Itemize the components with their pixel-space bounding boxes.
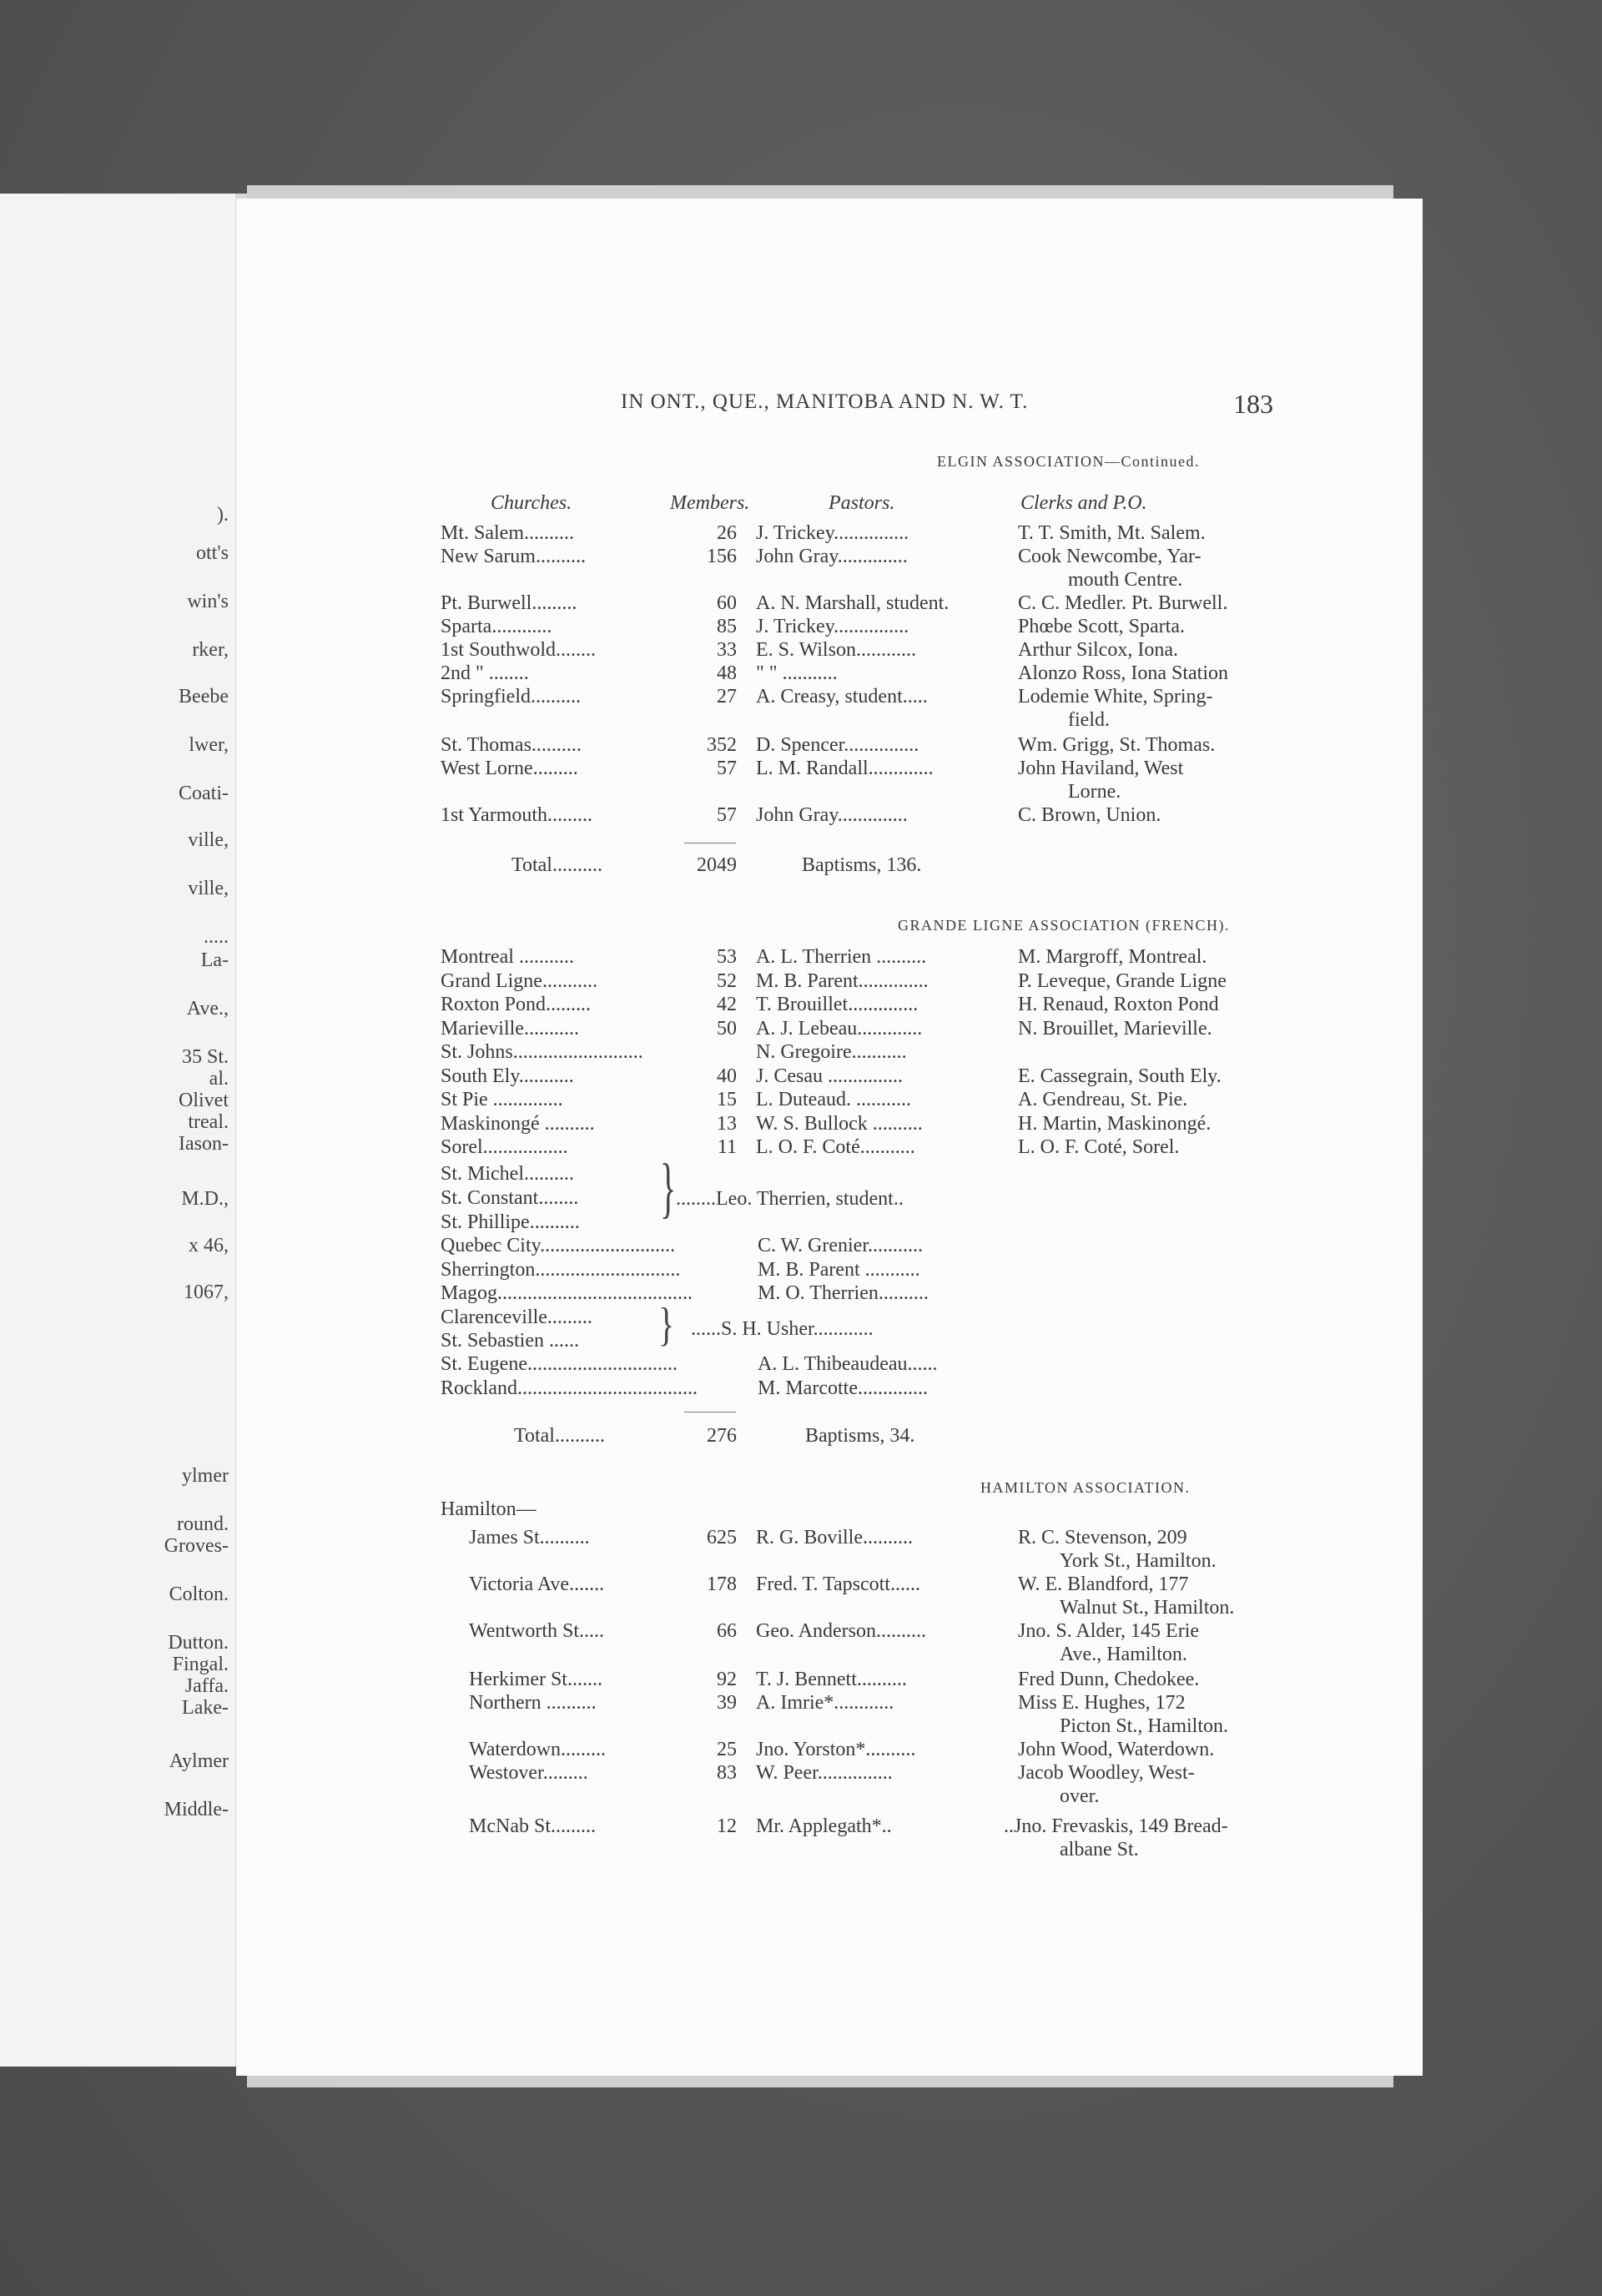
left-page-fragment: round. xyxy=(177,1513,229,1535)
pastor-name: J. Trickey............... xyxy=(756,616,909,637)
member-count: 40 xyxy=(717,1065,737,1087)
clerk-entry: W. E. Blandford, 177 xyxy=(1018,1573,1189,1595)
total-label: Total.......... xyxy=(511,854,602,876)
left-page-fragment: Middle- xyxy=(164,1799,229,1820)
clerk-entry: T. T. Smith, Mt. Salem. xyxy=(1018,522,1206,544)
clerk-entry-cont: Picton St., Hamilton. xyxy=(1060,1715,1229,1737)
pastor-name: " " ........... xyxy=(756,662,838,684)
left-page-fragment: lwer, xyxy=(189,734,229,756)
left-page-fragment: win's xyxy=(187,591,229,612)
col-header-pastors: Pastors. xyxy=(829,492,895,514)
pastor-name: John Gray.............. xyxy=(756,546,908,567)
church-name: Rockland.................................... xyxy=(441,1377,698,1399)
church-name: New Sarum.......... xyxy=(441,546,586,567)
left-page-edge xyxy=(0,194,235,2067)
pastor-name: D. Spencer............... xyxy=(756,734,919,756)
pastor-name: L. M. Randall............. xyxy=(756,758,934,779)
church-name: Sherrington............................. xyxy=(441,1258,681,1281)
church-name: 2nd " ........ xyxy=(441,662,529,684)
clerk-entry: L. O. F. Coté, Sorel. xyxy=(1018,1136,1180,1158)
church-name: South Ely........... xyxy=(441,1065,574,1087)
clerk-entry: C. Brown, Union. xyxy=(1018,804,1161,826)
col-header-clerks: Clerks and P.O. xyxy=(1020,492,1147,514)
clerk-entry: P. Leveque, Grande Ligne xyxy=(1018,969,1227,992)
clerk-entry: Fred Dunn, Chedokee. xyxy=(1018,1669,1200,1690)
clerk-entry: John Wood, Waterdown. xyxy=(1018,1739,1215,1760)
member-count: 15 xyxy=(717,1089,737,1110)
member-count: 42 xyxy=(717,994,737,1015)
church-name: 1st Yarmouth......... xyxy=(441,804,593,826)
church-name: Grand Ligne........... xyxy=(441,969,597,992)
clerk-entry-cont: albane St. xyxy=(1060,1839,1139,1860)
left-page-fragment: ..... xyxy=(204,926,229,948)
clerk-entry: Arthur Silcox, Iona. xyxy=(1018,639,1178,661)
left-page-fragment: Coati- xyxy=(179,783,229,804)
church-name: St. Sebastien ...... xyxy=(441,1330,579,1352)
city-heading: Hamilton— xyxy=(441,1498,537,1520)
clerk-entry: H. Martin, Maskinongé. xyxy=(1018,1112,1212,1135)
clerk-entry: Lodemie White, Spring- xyxy=(1018,686,1213,707)
clerk-entry: Jacob Woodley, West- xyxy=(1018,1762,1195,1784)
pastor-name: A. J. Lebeau............. xyxy=(756,1017,923,1040)
church-name: Herkimer St....... xyxy=(469,1669,602,1690)
clerk-entry: R. C. Stevenson, 209 xyxy=(1018,1527,1187,1548)
clerk-entry-cont: over. xyxy=(1060,1785,1100,1807)
church-name: Victoria Ave....... xyxy=(469,1573,605,1595)
left-page-fragment: Groves- xyxy=(164,1535,229,1557)
member-count: 39 xyxy=(717,1692,737,1714)
left-page-fragment: Aylmer xyxy=(169,1750,229,1772)
pastor-name: Fred. T. Tapscott...... xyxy=(756,1573,920,1595)
church-name: Mt. Salem.......... xyxy=(441,522,574,544)
church-name: Quebec City........................... xyxy=(441,1235,676,1256)
left-page-fragment: ott's xyxy=(196,542,229,564)
pastor-name: J. Trickey............... xyxy=(756,522,909,544)
pastor-name: L. O. F. Coté........... xyxy=(756,1136,915,1158)
member-count: 57 xyxy=(717,804,737,826)
church-name: Sparta............ xyxy=(441,616,552,637)
pastor-name: E. S. Wilson............ xyxy=(756,639,916,661)
left-page-fragment: Olivet xyxy=(179,1090,229,1111)
member-count: 625 xyxy=(707,1527,737,1548)
left-page-fragment: Iason- xyxy=(179,1133,229,1155)
col-header-members: Members. xyxy=(670,492,750,514)
clerk-entry: Phœbe Scott, Sparta. xyxy=(1018,616,1185,637)
left-page-fragment: Ave., xyxy=(186,998,229,1020)
pastor-name: W. Peer............... xyxy=(756,1762,893,1784)
clerk-entry: Wm. Grigg, St. Thomas. xyxy=(1018,734,1216,756)
church-name: St. Michel.......... xyxy=(441,1163,574,1185)
clerk-entry: M. Margroff, Montreal. xyxy=(1018,946,1207,968)
member-count: 33 xyxy=(717,639,737,661)
pastor-name: M. O. Therrien.......... xyxy=(758,1282,929,1304)
pastor-name: Geo. Anderson.......... xyxy=(756,1620,926,1642)
group-brace: } xyxy=(658,1297,675,1351)
church-name: Waterdown......... xyxy=(469,1739,607,1760)
church-name: Sorel................. xyxy=(441,1136,568,1158)
left-page-fragment: Colton. xyxy=(169,1584,229,1605)
member-count: 52 xyxy=(717,969,737,992)
left-page-fragment: al. xyxy=(209,1068,229,1090)
pastor-name: J. Cesau ............... xyxy=(756,1065,903,1087)
pastor-name: T. J. Bennett.......... xyxy=(756,1669,907,1690)
church-name: St. Constant........ xyxy=(441,1187,579,1209)
total-members: 2049 xyxy=(697,854,737,876)
page-number: 183 xyxy=(1233,389,1273,419)
pastor-name: T. Brouillet.............. xyxy=(756,994,919,1015)
clerk-entry-cont: Ave., Hamilton. xyxy=(1060,1644,1187,1665)
clerk-entry: E. Cassegrain, South Ely. xyxy=(1018,1065,1222,1087)
total-label: Total.......... xyxy=(514,1425,605,1447)
left-page-fragment: ylmer xyxy=(182,1465,229,1487)
member-count: 50 xyxy=(717,1017,737,1040)
church-name: Westover......... xyxy=(469,1762,588,1784)
pastor-name: ......S. H. Usher............ xyxy=(691,1318,874,1340)
member-count: 11 xyxy=(717,1136,737,1158)
church-name: Maskinongé .......... xyxy=(441,1112,595,1135)
church-name: Roxton Pond......... xyxy=(441,994,592,1015)
clerk-entry: John Haviland, West xyxy=(1018,758,1184,779)
pastor-name: A. Imrie*............ xyxy=(756,1692,894,1714)
member-count: 66 xyxy=(717,1620,737,1642)
church-name: St. Johns.......................... xyxy=(441,1041,643,1063)
church-name: Montreal ........... xyxy=(441,946,574,968)
church-name: Magog....................................... xyxy=(441,1282,693,1304)
pastor-name: L. Duteaud. ........... xyxy=(756,1089,911,1110)
clerk-entry-cont: field. xyxy=(1068,709,1110,731)
left-page-fragment: 35 St. xyxy=(181,1046,229,1068)
pastor-name: ........Leo. Therrien, student.. xyxy=(676,1188,904,1210)
total-members: 276 xyxy=(707,1425,737,1447)
church-name: St Pie .............. xyxy=(441,1089,563,1110)
left-page-fragment: rker, xyxy=(192,639,229,661)
member-count: 26 xyxy=(717,522,737,544)
member-count: 178 xyxy=(707,1573,737,1595)
church-name: St. Phillipe.......... xyxy=(441,1211,580,1233)
document-page xyxy=(236,199,1423,2076)
clerk-entry-cont: Lorne. xyxy=(1068,781,1121,803)
pastor-name: Mr. Applegath*.. xyxy=(756,1815,892,1837)
church-name: 1st Southwold........ xyxy=(441,639,597,661)
church-name: Wentworth St..... xyxy=(469,1620,605,1642)
church-name: James St.......... xyxy=(469,1527,590,1548)
left-page-fragment: Jaffa. xyxy=(184,1675,229,1697)
member-count: 48 xyxy=(717,662,737,684)
left-page-fragment: La- xyxy=(200,949,229,971)
left-page-fragment: M.D., xyxy=(181,1188,229,1210)
church-name: Pt. Burwell......... xyxy=(441,592,577,614)
clerk-entry-cont: Walnut St., Hamilton. xyxy=(1060,1597,1235,1619)
pastor-name: A. L. Therrien .......... xyxy=(756,946,927,968)
pastor-name: Jno. Yorston*.......... xyxy=(756,1739,916,1760)
church-name: Clarenceville......... xyxy=(441,1307,592,1328)
pastor-name: M. B. Parent.............. xyxy=(756,969,929,992)
member-count: 92 xyxy=(717,1669,737,1690)
left-page-fragment: x 46, xyxy=(189,1235,229,1256)
church-name: West Lorne......... xyxy=(441,758,578,779)
section-title-hamilton: HAMILTON ASSOCIATION. xyxy=(980,1479,1191,1496)
church-name: Northern .......... xyxy=(469,1692,597,1714)
clerk-entry: C. C. Medler. Pt. Burwell. xyxy=(1018,592,1228,614)
member-count: 156 xyxy=(707,546,737,567)
member-count: 53 xyxy=(717,946,737,968)
left-page-fragment: Dutton. xyxy=(168,1632,229,1654)
left-page-fragment: ville, xyxy=(188,829,229,851)
clerk-entry: A. Gendreau, St. Pie. xyxy=(1018,1089,1188,1110)
clerk-entry-cont: York St., Hamilton. xyxy=(1060,1550,1217,1572)
section-title-elgin: ELGIN ASSOCIATION—Continued. xyxy=(937,453,1200,470)
pastor-name: M. B. Parent ........... xyxy=(758,1258,920,1281)
clerk-entry: Miss E. Hughes, 172 xyxy=(1018,1692,1186,1714)
left-page-fragment: Lake- xyxy=(182,1697,229,1719)
church-name: St. Eugene.............................. xyxy=(441,1353,678,1375)
clerk-entry: N. Brouillet, Marieville. xyxy=(1018,1017,1212,1040)
pastor-name: A. N. Marshall, student. xyxy=(756,592,950,614)
pastor-name: M. Marcotte.............. xyxy=(758,1377,928,1399)
clerk-entry: ..Jno. Frevaskis, 149 Bread- xyxy=(1004,1815,1228,1837)
left-page-fragment: ). xyxy=(217,504,229,526)
left-page-fragment: Beebe xyxy=(179,686,229,707)
pastor-name: A. L. Thibeaudeau...... xyxy=(758,1353,938,1375)
pastor-name: R. G. Boville.......... xyxy=(756,1527,914,1548)
left-page-fragment: treal. xyxy=(188,1111,229,1133)
group-brace: } xyxy=(660,1150,677,1225)
left-page-fragment: Fingal. xyxy=(172,1654,229,1675)
clerk-entry: H. Renaud, Roxton Pond xyxy=(1018,994,1219,1015)
pastor-name: N. Gregoire........... xyxy=(756,1041,907,1063)
clerk-entry: Jno. S. Alder, 145 Erie xyxy=(1018,1620,1200,1642)
member-count: 12 xyxy=(717,1815,737,1837)
church-name: Springfield.......... xyxy=(441,686,581,707)
member-count: 57 xyxy=(717,758,737,779)
left-page-fragment: ville, xyxy=(188,878,229,899)
clerk-entry: Alonzo Ross, Iona Station xyxy=(1018,662,1228,684)
member-count: 13 xyxy=(717,1112,737,1135)
left-page-fragment: 1067, xyxy=(184,1281,229,1303)
member-count: 25 xyxy=(717,1739,737,1760)
church-name: St. Thomas.......... xyxy=(441,734,582,756)
member-count: 85 xyxy=(717,616,737,637)
running-header: IN ONT., QUE., MANITOBA AND N. W. T. xyxy=(621,390,1029,413)
clerk-entry-cont: mouth Centre. xyxy=(1068,569,1183,591)
baptisms-count: Baptisms, 34. xyxy=(805,1425,915,1447)
member-count: 352 xyxy=(707,734,737,756)
pastor-name: A. Creasy, student..... xyxy=(756,686,928,707)
member-count: 60 xyxy=(717,592,737,614)
church-name: Marieville........... xyxy=(441,1017,579,1040)
member-count: 83 xyxy=(717,1762,737,1784)
baptisms-count: Baptisms, 136. xyxy=(802,854,922,876)
member-count: 27 xyxy=(717,686,737,707)
pastor-name: W. S. Bullock .......... xyxy=(756,1112,923,1135)
col-header-churches: Churches. xyxy=(491,492,572,514)
clerk-entry: Cook Newcombe, Yar- xyxy=(1018,546,1202,567)
section-title-grande-ligne: GRANDE LIGNE ASSOCIATION (FRENCH). xyxy=(898,917,1231,934)
pastor-name: John Gray.............. xyxy=(756,804,908,826)
pastor-name: C. W. Grenier........... xyxy=(758,1235,923,1256)
church-name: McNab St......... xyxy=(469,1815,596,1837)
